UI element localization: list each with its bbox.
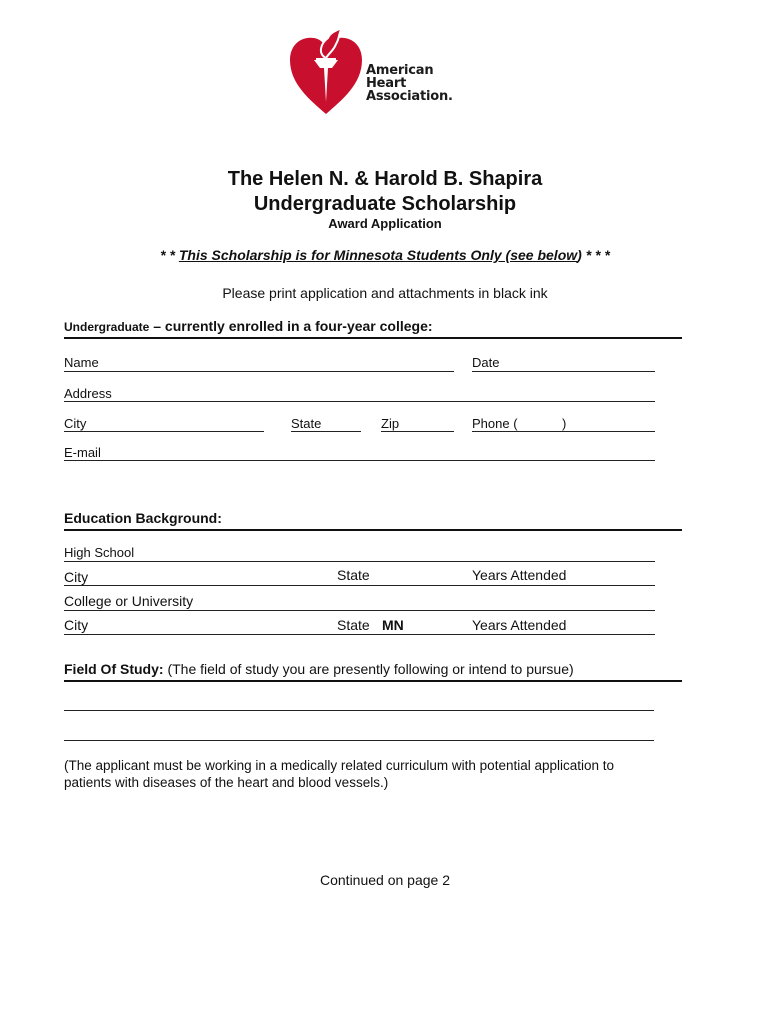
zip-field[interactable]	[381, 431, 454, 432]
college-city-label: City	[64, 617, 89, 633]
undergrad-section-heading: Undergraduate – currently enrolled in a four-year college:	[64, 318, 682, 339]
education-section-heading: Education Background:	[64, 510, 682, 531]
city-label: City	[64, 416, 87, 431]
logo-wordmark: American Heart Association.	[366, 63, 453, 104]
phone-field[interactable]	[472, 431, 655, 432]
minnesota-notice: * * This Scholarship is for Minnesota Students Only (see below) * * *	[160, 247, 610, 263]
name-label: Name	[64, 355, 99, 370]
phone-paren-close: )	[562, 416, 567, 431]
date-field[interactable]	[472, 371, 655, 372]
email-field[interactable]	[64, 460, 655, 461]
heart-torch-icon	[286, 26, 366, 118]
address-field[interactable]	[64, 401, 655, 402]
zip-label: Zip	[381, 416, 400, 431]
continued-footer: Continued on page 2	[320, 872, 450, 888]
hs-years-label: Years Attended	[472, 567, 567, 583]
requirement-note: (The applicant must be working in a medically related curriculum with potential application to patients with diseases of the heart and blood vessels.)	[64, 758, 615, 790]
college-years-label: Years Attended	[472, 617, 567, 633]
hs-city-state-years-field[interactable]	[64, 585, 655, 586]
college-state-value: MN	[382, 617, 404, 633]
college-field[interactable]	[64, 610, 655, 611]
subtitle: Award Application	[328, 216, 442, 231]
email-label: E-mail	[64, 445, 101, 460]
print-instructions: Please print application and attachments in black ink	[222, 285, 548, 301]
high-school-label: High School	[64, 545, 135, 560]
title-line-2: Undergraduate Scholarship	[253, 193, 517, 215]
phone-label: Phone (	[472, 416, 518, 431]
hs-state-label: State	[337, 567, 370, 583]
city-field[interactable]	[64, 431, 264, 432]
field-of-study-heading: Field Of Study: (The field of study you are presently following or intend to pursue)	[64, 661, 682, 682]
title-line-1: The Helen N. & Harold B. Shapira	[227, 168, 543, 190]
field-of-study-line-1[interactable]	[64, 710, 654, 711]
college-label: College or University	[64, 593, 194, 609]
field-of-study-line-2[interactable]	[64, 740, 654, 741]
hs-city-label: City	[64, 569, 89, 585]
college-state-label: State	[337, 617, 370, 633]
state-label: State	[291, 416, 322, 431]
college-city-state-years-field[interactable]	[64, 634, 655, 635]
aha-logo	[286, 26, 456, 118]
address-label: Address	[64, 386, 112, 401]
name-field[interactable]	[64, 371, 454, 372]
date-label: Date	[472, 355, 500, 370]
high-school-field[interactable]	[64, 561, 655, 562]
state-field[interactable]	[291, 431, 361, 432]
